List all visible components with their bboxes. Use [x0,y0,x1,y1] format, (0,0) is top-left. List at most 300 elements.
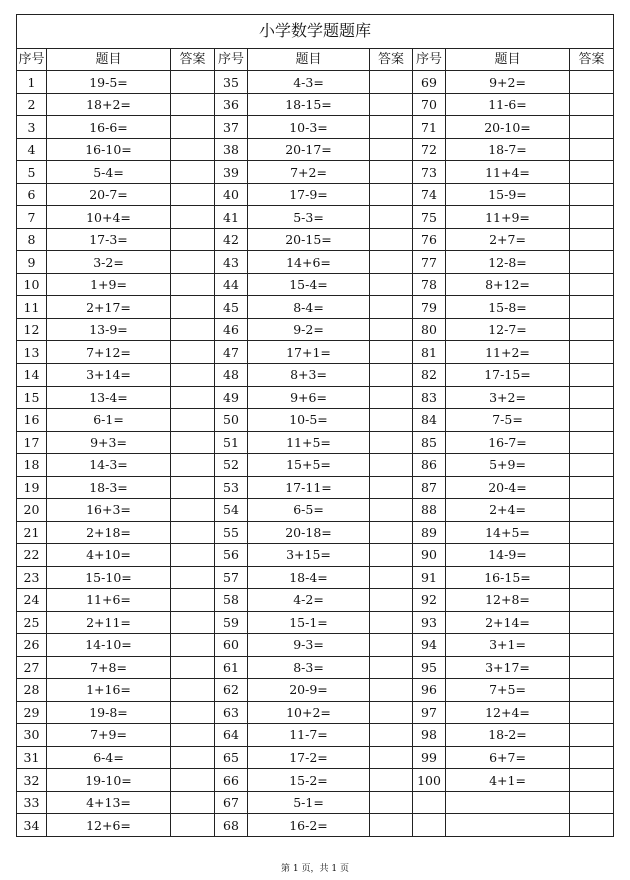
question-text: 15-2= [248,769,370,792]
question-number: 94 [413,634,446,657]
question-text: 20-17= [248,138,370,161]
answer-cell[interactable] [370,589,413,612]
answer-cell[interactable] [570,228,614,251]
question-number: 35 [215,71,248,94]
table-row [17,318,614,341]
answer-cell[interactable] [171,161,215,184]
answer-cell[interactable] [171,138,215,161]
question-text: 20-15= [248,228,370,251]
question-text: 10-3= [248,116,370,139]
question-number: 58 [215,589,248,612]
answer-cell[interactable] [370,116,413,139]
question-text: 1+16= [47,679,171,702]
answer-cell[interactable] [370,93,413,116]
question-number: 36 [215,93,248,116]
answer-cell[interactable] [570,431,614,454]
question-text: 4-3= [248,71,370,94]
question-number: 43 [215,251,248,274]
question-number: 22 [17,544,47,567]
question-text: 3-2= [47,251,171,274]
answer-cell[interactable] [570,296,614,319]
question-text: 18-4= [248,566,370,589]
answer-cell[interactable] [171,251,215,274]
answer-cell[interactable] [171,386,215,409]
answer-cell[interactable] [171,93,215,116]
question-number: 2 [17,93,47,116]
question-number: 14 [17,363,47,386]
question-text: 3+15= [248,544,370,567]
question-text: 7+5= [446,679,570,702]
question-number: 15 [17,386,47,409]
answer-cell[interactable] [570,251,614,274]
question-text: 6-5= [248,499,370,522]
answer-cell[interactable] [171,769,215,792]
answer-cell[interactable] [570,499,614,522]
col-header-question: 题目 [47,48,171,71]
question-text: 6-4= [47,746,171,769]
table-row [17,589,614,612]
question-number: 74 [413,183,446,206]
answer-cell[interactable] [570,746,614,769]
answer-cell[interactable] [370,228,413,251]
table-row [17,454,614,477]
question-text: 13-4= [47,386,171,409]
question-number: 97 [413,701,446,724]
answer-cell[interactable] [171,544,215,567]
answer-cell[interactable] [370,251,413,274]
answer-cell[interactable] [171,228,215,251]
answer-cell[interactable] [171,814,215,837]
question-text: 9+3= [47,431,171,454]
answer-cell[interactable] [370,476,413,499]
answer-cell[interactable] [171,318,215,341]
question-text: 17-15= [446,363,570,386]
answer-cell[interactable] [370,701,413,724]
answer-cell[interactable] [570,769,614,792]
question-number: 37 [215,116,248,139]
answer-cell[interactable] [570,544,614,567]
question-text: 18-7= [446,138,570,161]
question-text: 3+2= [446,386,570,409]
answer-cell[interactable] [570,634,614,657]
col-header-answer: 答案 [171,48,215,71]
question-text: 2+4= [446,499,570,522]
question-number: 95 [413,656,446,679]
answer-cell[interactable] [570,341,614,364]
question-text: 15-4= [248,273,370,296]
table-row [17,386,614,409]
answer-cell[interactable] [370,341,413,364]
question-text: 4+1= [446,769,570,792]
question-text: 15+5= [248,454,370,477]
answer-cell[interactable] [370,521,413,544]
question-text: 16-15= [446,566,570,589]
answer-cell[interactable] [570,363,614,386]
question-number: 5 [17,161,47,184]
answer-cell[interactable] [370,161,413,184]
answer-cell[interactable] [370,544,413,567]
question-number: 64 [215,724,248,747]
question-number: 78 [413,273,446,296]
answer-cell[interactable] [570,161,614,184]
question-text: 18-15= [248,93,370,116]
table-row [17,769,614,792]
answer-cell[interactable] [171,566,215,589]
question-number: 16 [17,409,47,432]
question-number: 96 [413,679,446,702]
answer-cell[interactable] [370,454,413,477]
question-text: 7+9= [47,724,171,747]
question-number: 72 [413,138,446,161]
question-text: 12+4= [446,701,570,724]
answer-cell[interactable] [171,431,215,454]
answer-cell[interactable] [171,341,215,364]
question-number: 69 [413,71,446,94]
answer-cell[interactable] [370,499,413,522]
question-number: 21 [17,521,47,544]
table-row [17,521,614,544]
answer-cell[interactable] [370,814,413,837]
question-number: 52 [215,454,248,477]
answer-cell[interactable] [570,791,614,814]
question-number: 76 [413,228,446,251]
question-text: 3+1= [446,634,570,657]
question-number: 7 [17,206,47,229]
question-number: 3 [17,116,47,139]
table-row [17,161,614,184]
question-text: 2+14= [446,611,570,634]
question-text: 15-1= [248,611,370,634]
question-number: 18 [17,454,47,477]
answer-cell[interactable] [570,476,614,499]
answer-cell[interactable] [370,138,413,161]
table-row [17,634,614,657]
answer-cell[interactable] [171,296,215,319]
question-text: 18+2= [47,93,171,116]
question-number: 48 [215,363,248,386]
question-text: 19-8= [47,701,171,724]
question-text: 12+6= [47,814,171,837]
answer-cell[interactable] [570,589,614,612]
question-text: 16-6= [47,116,171,139]
question-number: 25 [17,611,47,634]
question-number: 31 [17,746,47,769]
question-number: 42 [215,228,248,251]
question-text: 7+12= [47,341,171,364]
question-text: 2+17= [47,296,171,319]
question-number: 55 [215,521,248,544]
question-number: 92 [413,589,446,612]
header-row [17,48,614,71]
question-text: 2+7= [446,228,570,251]
answer-cell[interactable] [570,814,614,837]
question-number: 23 [17,566,47,589]
question-text: 3+17= [446,656,570,679]
question-number: 30 [17,724,47,747]
col-header-question: 题目 [446,48,570,71]
answer-cell[interactable] [370,273,413,296]
answer-cell[interactable] [370,724,413,747]
table-row [17,746,614,769]
question-text: 4+13= [47,791,171,814]
question-number: 54 [215,499,248,522]
question-text: 2+18= [47,521,171,544]
question-number: 73 [413,161,446,184]
table-row [17,566,614,589]
question-number: 68 [215,814,248,837]
question-number: 89 [413,521,446,544]
answer-cell[interactable] [370,769,413,792]
table-row [17,363,614,386]
table-row [17,656,614,679]
question-number: 29 [17,701,47,724]
question-number [413,791,446,814]
table-row [17,476,614,499]
answer-cell[interactable] [570,611,614,634]
question-number: 17 [17,431,47,454]
question-text: 16-10= [47,138,171,161]
question-text: 4+10= [47,544,171,567]
question-number: 88 [413,499,446,522]
question-text: 16-2= [248,814,370,837]
question-number: 38 [215,138,248,161]
question-text: 9+6= [248,386,370,409]
answer-cell[interactable] [570,656,614,679]
answer-cell[interactable] [570,454,614,477]
question-number: 50 [215,409,248,432]
table-row [17,116,614,139]
question-number: 33 [17,791,47,814]
question-text: 11+4= [446,161,570,184]
answer-cell[interactable] [171,499,215,522]
question-number: 87 [413,476,446,499]
answer-cell[interactable] [570,566,614,589]
question-number: 99 [413,746,446,769]
answer-cell[interactable] [171,183,215,206]
answer-cell[interactable] [570,273,614,296]
question-number: 80 [413,318,446,341]
answer-cell[interactable] [171,656,215,679]
answer-cell[interactable] [171,701,215,724]
table-row [17,228,614,251]
answer-cell[interactable] [171,476,215,499]
table-row [17,341,614,364]
question-number: 82 [413,363,446,386]
question-text: 14+5= [446,521,570,544]
answer-cell[interactable] [171,634,215,657]
answer-cell[interactable] [171,791,215,814]
answer-cell[interactable] [570,318,614,341]
answer-cell[interactable] [171,116,215,139]
question-text: 8+12= [446,273,570,296]
question-text: 1+9= [47,273,171,296]
answer-cell[interactable] [171,589,215,612]
answer-cell[interactable] [570,116,614,139]
col-header-num: 序号 [215,48,248,71]
question-number: 8 [17,228,47,251]
question-text: 3+14= [47,363,171,386]
question-text: 16+3= [47,499,171,522]
question-text: 19-10= [47,769,171,792]
answer-cell[interactable] [171,724,215,747]
answer-cell[interactable] [370,746,413,769]
question-text: 7-5= [446,409,570,432]
question-text: 18-3= [47,476,171,499]
question-text: 17-2= [248,746,370,769]
question-number: 45 [215,296,248,319]
question-text: 10+4= [47,206,171,229]
question-number [413,814,446,837]
col-header-answer: 答案 [370,48,413,71]
question-number: 57 [215,566,248,589]
question-text: 14-3= [47,454,171,477]
page-footer: 第 1 页，共 1 页 [281,864,349,874]
question-text: 11-6= [446,93,570,116]
question-text: 18-2= [446,724,570,747]
question-text: 13-9= [47,318,171,341]
question-number: 85 [413,431,446,454]
answer-cell[interactable] [171,746,215,769]
answer-cell[interactable] [370,318,413,341]
question-number: 56 [215,544,248,567]
answer-cell[interactable] [570,724,614,747]
question-number: 9 [17,251,47,274]
question-number: 71 [413,116,446,139]
answer-cell[interactable] [570,679,614,702]
answer-cell[interactable] [370,363,413,386]
question-number: 84 [413,409,446,432]
question-bank-table [16,14,614,837]
question-number: 77 [413,251,446,274]
answer-cell[interactable] [370,656,413,679]
answer-cell[interactable] [171,71,215,94]
question-text: 11-7= [248,724,370,747]
question-text: 8+3= [248,363,370,386]
table-row [17,296,614,319]
answer-cell[interactable] [570,206,614,229]
table-row [17,409,614,432]
question-text: 9-2= [248,318,370,341]
table-row [17,724,614,747]
question-text [446,791,570,814]
answer-cell[interactable] [570,409,614,432]
page-title: 小学数学题题库 [17,15,614,49]
question-number: 41 [215,206,248,229]
question-number: 26 [17,634,47,657]
question-text: 20-18= [248,521,370,544]
question-text: 20-4= [446,476,570,499]
question-number: 24 [17,589,47,612]
answer-cell[interactable] [171,679,215,702]
question-number: 60 [215,634,248,657]
question-number: 39 [215,161,248,184]
answer-cell[interactable] [370,634,413,657]
question-number: 93 [413,611,446,634]
question-number: 40 [215,183,248,206]
answer-cell[interactable] [370,386,413,409]
answer-cell[interactable] [370,409,413,432]
table-row [17,814,614,837]
answer-cell[interactable] [171,454,215,477]
question-number: 10 [17,273,47,296]
question-number: 46 [215,318,248,341]
question-text: 19-5= [47,71,171,94]
question-text: 17-11= [248,476,370,499]
answer-cell[interactable] [570,183,614,206]
question-number: 91 [413,566,446,589]
answer-cell[interactable] [370,679,413,702]
answer-cell[interactable] [570,138,614,161]
answer-cell[interactable] [370,611,413,634]
answer-cell[interactable] [570,386,614,409]
question-number: 70 [413,93,446,116]
answer-cell[interactable] [370,791,413,814]
question-number: 65 [215,746,248,769]
question-number: 62 [215,679,248,702]
question-text: 6-1= [47,409,171,432]
question-text: 10+2= [248,701,370,724]
question-number: 79 [413,296,446,319]
question-number: 59 [215,611,248,634]
question-text: 20-7= [47,183,171,206]
question-text: 7+8= [47,656,171,679]
question-text: 11+9= [446,206,570,229]
table-row [17,251,614,274]
answer-cell[interactable] [370,183,413,206]
question-number: 20 [17,499,47,522]
question-text: 14-9= [446,544,570,567]
answer-cell[interactable] [171,521,215,544]
answer-cell[interactable] [171,206,215,229]
question-text: 6+7= [446,746,570,769]
answer-cell[interactable] [370,431,413,454]
answer-cell[interactable] [171,409,215,432]
question-number: 19 [17,476,47,499]
question-number: 100 [413,769,446,792]
table-row [17,183,614,206]
answer-cell[interactable] [171,611,215,634]
question-number: 28 [17,679,47,702]
answer-cell[interactable] [570,521,614,544]
question-number: 13 [17,341,47,364]
question-text: 5-1= [248,791,370,814]
table-row [17,499,614,522]
question-number: 86 [413,454,446,477]
question-text: 12+8= [446,589,570,612]
answer-cell[interactable] [370,566,413,589]
question-number: 49 [215,386,248,409]
question-text: 11+5= [248,431,370,454]
answer-cell[interactable] [570,93,614,116]
answer-cell[interactable] [370,206,413,229]
answer-cell[interactable] [370,71,413,94]
question-text: 11+2= [446,341,570,364]
question-text: 5-3= [248,206,370,229]
answer-cell[interactable] [171,273,215,296]
question-number: 27 [17,656,47,679]
question-number: 12 [17,318,47,341]
answer-cell[interactable] [171,363,215,386]
question-number: 6 [17,183,47,206]
answer-cell[interactable] [570,71,614,94]
question-text: 15-10= [47,566,171,589]
question-number: 81 [413,341,446,364]
question-text: 20-9= [248,679,370,702]
question-text: 20-10= [446,116,570,139]
answer-cell[interactable] [570,701,614,724]
answer-cell[interactable] [370,296,413,319]
question-text: 15-9= [446,183,570,206]
